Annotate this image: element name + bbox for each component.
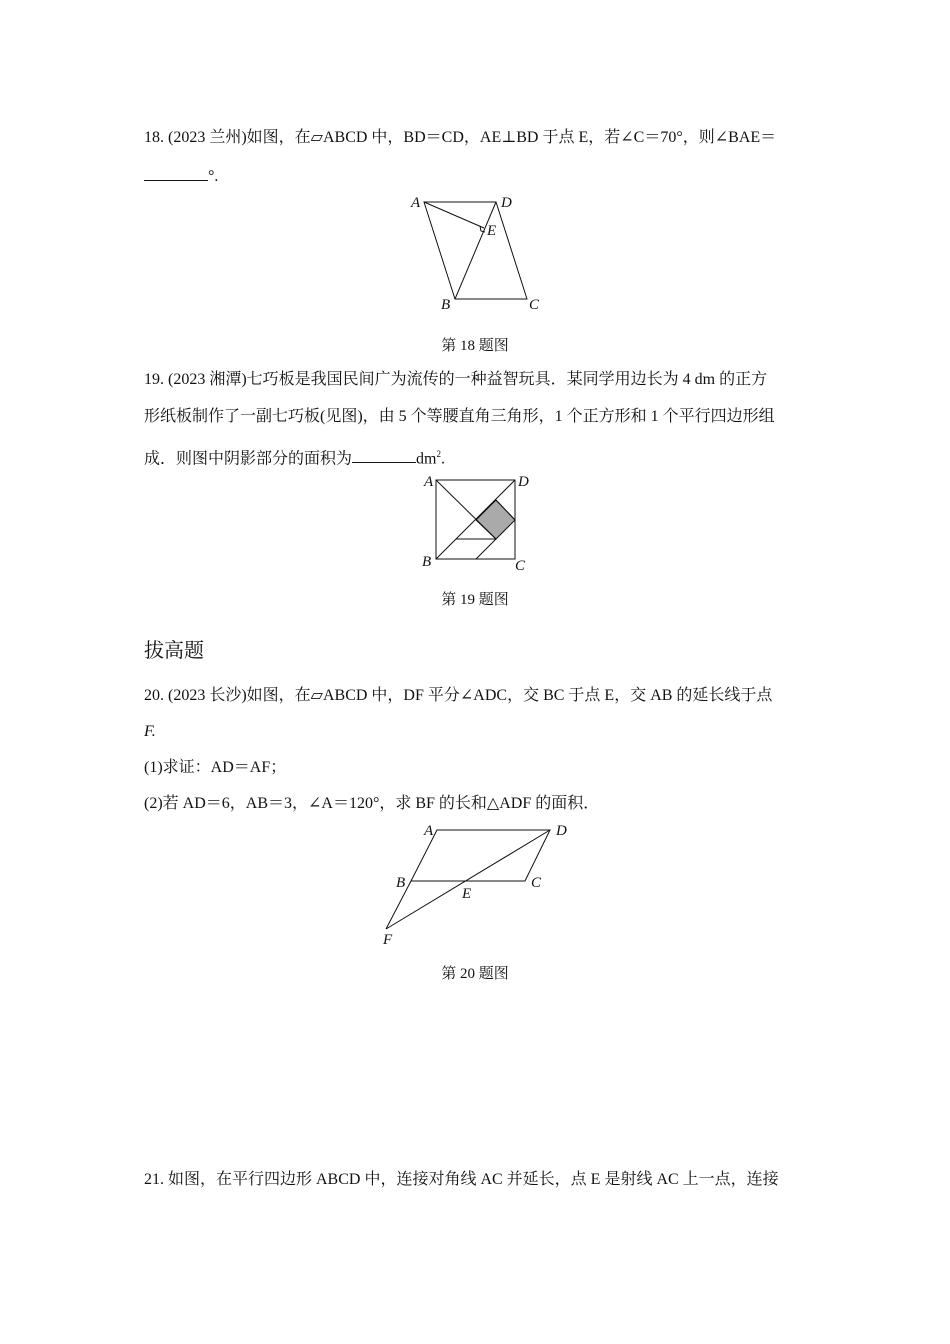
q19-answer-blank[interactable] xyxy=(352,448,416,463)
q19-outer-square xyxy=(436,480,515,559)
q19-unit: dm xyxy=(416,450,437,468)
q19-number: 19. xyxy=(144,371,164,388)
q19-label-a: A xyxy=(424,474,434,490)
q20-segment-df xyxy=(386,830,550,929)
q19-line-shade-edge xyxy=(496,500,515,520)
section-title: 拔高题 xyxy=(144,638,204,662)
q20-extension-bf xyxy=(386,881,411,929)
q19-text-line3 xyxy=(144,444,445,469)
q19-line-parallelogram xyxy=(476,539,496,559)
q20-label-f: F xyxy=(383,932,393,948)
q20-parallelogram xyxy=(411,830,550,881)
q18-caption: 第 18 题图 xyxy=(441,338,509,354)
q18-source: (2023 兰州) xyxy=(168,129,247,146)
q19-text-line2: 形纸板制作了一副七巧板(见图)，由 5 个等腰直角三角形，1 个正方形和 1 个平行四边形组 xyxy=(144,408,775,425)
q19-label-b: B xyxy=(422,554,432,570)
q19-stem-1: 七巧板是我国民间广为流传的一种益智玩具．某同学用边长为 4 dm 的正方 xyxy=(246,371,768,388)
q19-label-c: C xyxy=(515,558,526,574)
q20-text-line2 xyxy=(144,722,156,742)
q20-label-e: E xyxy=(462,886,472,902)
q18-label-a: A xyxy=(411,195,421,211)
q18-label-b: B xyxy=(441,297,451,313)
q19-shaded-square xyxy=(476,500,515,539)
q18-stem: 如图，在▱ABCD 中，BD＝CD，AE⊥BD 于点 E，若∠C＝70°，则∠BAE＝ xyxy=(246,129,777,146)
q20-part1: (1)求证：AD＝AF； xyxy=(144,759,287,776)
q19-text-line1 xyxy=(144,370,767,390)
q18-suffix: °. xyxy=(208,168,219,185)
q20-label-b: B xyxy=(396,875,406,891)
q20-caption: 第 20 题图 xyxy=(441,966,509,982)
q20-label-a: A xyxy=(424,823,434,839)
q20-label-c: C xyxy=(531,875,542,891)
q20-text-line1 xyxy=(144,686,772,706)
q19-label-d: D xyxy=(518,474,529,490)
q19-caption: 第 19 题图 xyxy=(441,592,509,608)
q20-number: 20. xyxy=(144,687,164,704)
q21-number: 21. xyxy=(144,1171,164,1188)
q21-text-line1 xyxy=(144,1170,779,1190)
q18-answer-blank[interactable] xyxy=(144,166,208,181)
q18-text-line2 xyxy=(144,166,218,187)
q20-label-d: D xyxy=(556,823,567,839)
q19-end: . xyxy=(440,450,445,468)
q18-label-d: D xyxy=(501,195,512,211)
q18-label-c: C xyxy=(529,297,540,313)
q19-source: (2023 湘潭) xyxy=(168,371,247,388)
q18-diagonal-bd xyxy=(455,202,496,299)
q19-stem-3: 成．则图中阴影部分的面积为 xyxy=(144,450,353,468)
q19-line-bd xyxy=(436,480,515,559)
q19-line-a-diagonal xyxy=(436,480,496,539)
q18-right-angle-mark xyxy=(480,226,485,232)
q20-part2: (2)若 AD＝6，AB＝3，∠A＝120°，求 BF 的长和△ADF 的面积． xyxy=(144,795,600,812)
q18-text-line1 xyxy=(144,128,776,148)
q20-stem: 如图，在▱ABCD 中，DF 平分∠ADC，交 BC 于点 E，交 AB 的延长线于点 xyxy=(246,687,773,704)
q21-stem: 如图，在平行四边形 ABCD 中，连接对角线 AC 并延长，点 E 是射线 AC 上一点，连接 xyxy=(168,1171,779,1188)
q18-parallelogram xyxy=(424,202,527,299)
q18-number: 18. xyxy=(144,129,164,146)
q18-label-e: E xyxy=(487,223,497,239)
q18-segment-ae xyxy=(424,202,484,228)
q20-stem-2: F. xyxy=(144,723,156,740)
q19-unit-sup: 2 xyxy=(436,449,441,459)
q20-source: (2023 长沙) xyxy=(168,687,247,704)
